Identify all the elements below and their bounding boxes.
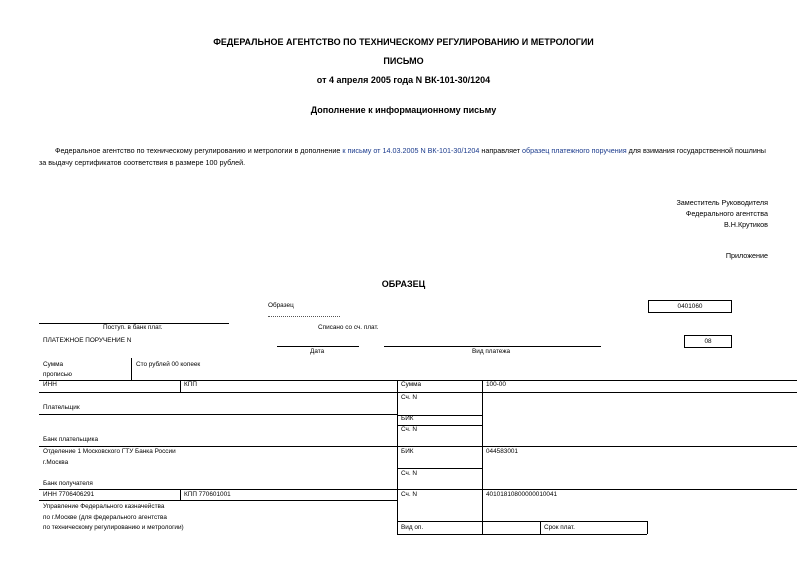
op-term-divider-1	[540, 521, 541, 534]
okud-code-box: 0401060	[648, 300, 732, 313]
signature-position: Заместитель Руководителя	[676, 198, 768, 207]
table-line-bottom	[397, 534, 647, 535]
sample-underline	[268, 316, 340, 317]
appendix-label: Приложение	[725, 251, 768, 260]
date-label: Дата	[310, 348, 325, 355]
body-text-2: направляет	[479, 146, 523, 155]
sum-value: 100-00	[486, 381, 506, 388]
recipient-name-1: Управление Федерального казначейства	[43, 503, 165, 510]
recipient-bank-account-label: Сч. N	[401, 470, 418, 477]
signature-agency: Федерального агентства	[685, 209, 768, 218]
table-line-inn	[39, 392, 797, 393]
table-line-acc-recip-bank	[397, 468, 482, 469]
payer-label: Плательщик	[43, 404, 80, 411]
form-title: ОБРАЗЕЦ	[381, 279, 426, 289]
sum-words-value: Сто рублей 00 копеек	[136, 361, 201, 368]
document-subject: Дополнение к информационному письму	[310, 105, 497, 115]
document-date-number: от 4 апреля 2005 года N ВК-101-30/1204	[316, 75, 491, 85]
payment-term-label: Срок плат.	[544, 524, 575, 531]
table-line-payer-bank	[39, 446, 797, 447]
payment-order-sample-link[interactable]: образец платежного поручения	[522, 146, 627, 155]
recipient-bank-label: Банк получателя	[43, 480, 93, 487]
recipient-account-value: 40101810800000010041	[486, 491, 558, 498]
payer-bank-bik-label: БИК	[401, 415, 414, 422]
payment-kind-label: Вид платежа	[472, 348, 511, 355]
operation-type-label: Вид оп.	[401, 524, 424, 531]
payer-bank-label: Банк плательщика	[43, 436, 99, 443]
recipient-name-3: по техническому регулированию и метрологии)	[43, 524, 184, 531]
sum-words-divider	[131, 358, 132, 380]
payer-bank-account-label: Сч. N	[401, 426, 418, 433]
body-text-1: Федеральное агентство по техническому регулированию и метрологии в дополнение	[55, 146, 343, 155]
table-line-recip-bank	[39, 489, 797, 490]
payment-order-title: ПЛАТЕЖНОЕ ПОРУЧЕНИЕ N	[43, 337, 132, 344]
recipient-bank-bik-label: БИК	[401, 448, 414, 455]
op-term-divider-2	[647, 521, 648, 534]
table-middle-divider	[397, 380, 398, 535]
debited-label: Списано со сч. плат.	[318, 324, 379, 331]
table-value-divider	[482, 380, 483, 535]
recipient-bank-name-1: Отделение 1 Московского ГТУ Банка России	[43, 448, 176, 455]
recipient-bank-bik-value: 044583001	[486, 448, 518, 455]
payment-kind-line	[384, 346, 601, 347]
document-type: ПИСЬМО	[383, 56, 424, 66]
recipient-account-label: Сч. N	[401, 491, 418, 498]
recipient-bank-name-2: г.Москва	[43, 459, 69, 466]
received-label: Поступ. в банк плат.	[103, 324, 163, 331]
table-line-op	[397, 521, 647, 522]
sum-words-label-2: прописью	[43, 371, 72, 378]
sum-words-label-1: Сумма	[43, 361, 64, 368]
body-text-3: для взимания государственной пошлины	[626, 146, 766, 155]
recipient-inn: ИНН 7706406291	[43, 491, 95, 498]
payer-inn-label: ИНН	[43, 381, 57, 388]
reference-letter-link[interactable]: к письму от 14.03.2005 N ВК-101-30/1204	[342, 146, 480, 155]
payer-kpp-label: КПП	[184, 381, 197, 388]
payer-account-label: Сч. N	[401, 394, 418, 401]
table-line-recip-inn	[39, 500, 397, 501]
recipient-kpp: КПП 770601001	[184, 491, 231, 498]
recip-inn-kpp-divider	[180, 489, 181, 500]
signature-name: В.Н.Крутиков	[723, 220, 768, 229]
payer-status-box: 08	[684, 335, 732, 348]
agency-title: ФЕДЕРАЛЬНОЕ АГЕНТСТВО ПО ТЕХНИЧЕСКОМУ РЕГУЛИРОВАНИЮ И МЕТРОЛОГИИ	[213, 37, 594, 47]
body-paragraph-line2: за выдачу сертификатов соответствия в размере 100 рублей.	[39, 158, 246, 167]
table-line-payer	[39, 414, 397, 415]
date-line	[277, 346, 359, 347]
recipient-name-2: по г.Москве (для федерального агентства	[43, 514, 167, 521]
sum-label: Сумма	[401, 381, 422, 388]
inn-kpp-divider	[180, 380, 181, 392]
sample-label: Образец	[268, 302, 294, 309]
